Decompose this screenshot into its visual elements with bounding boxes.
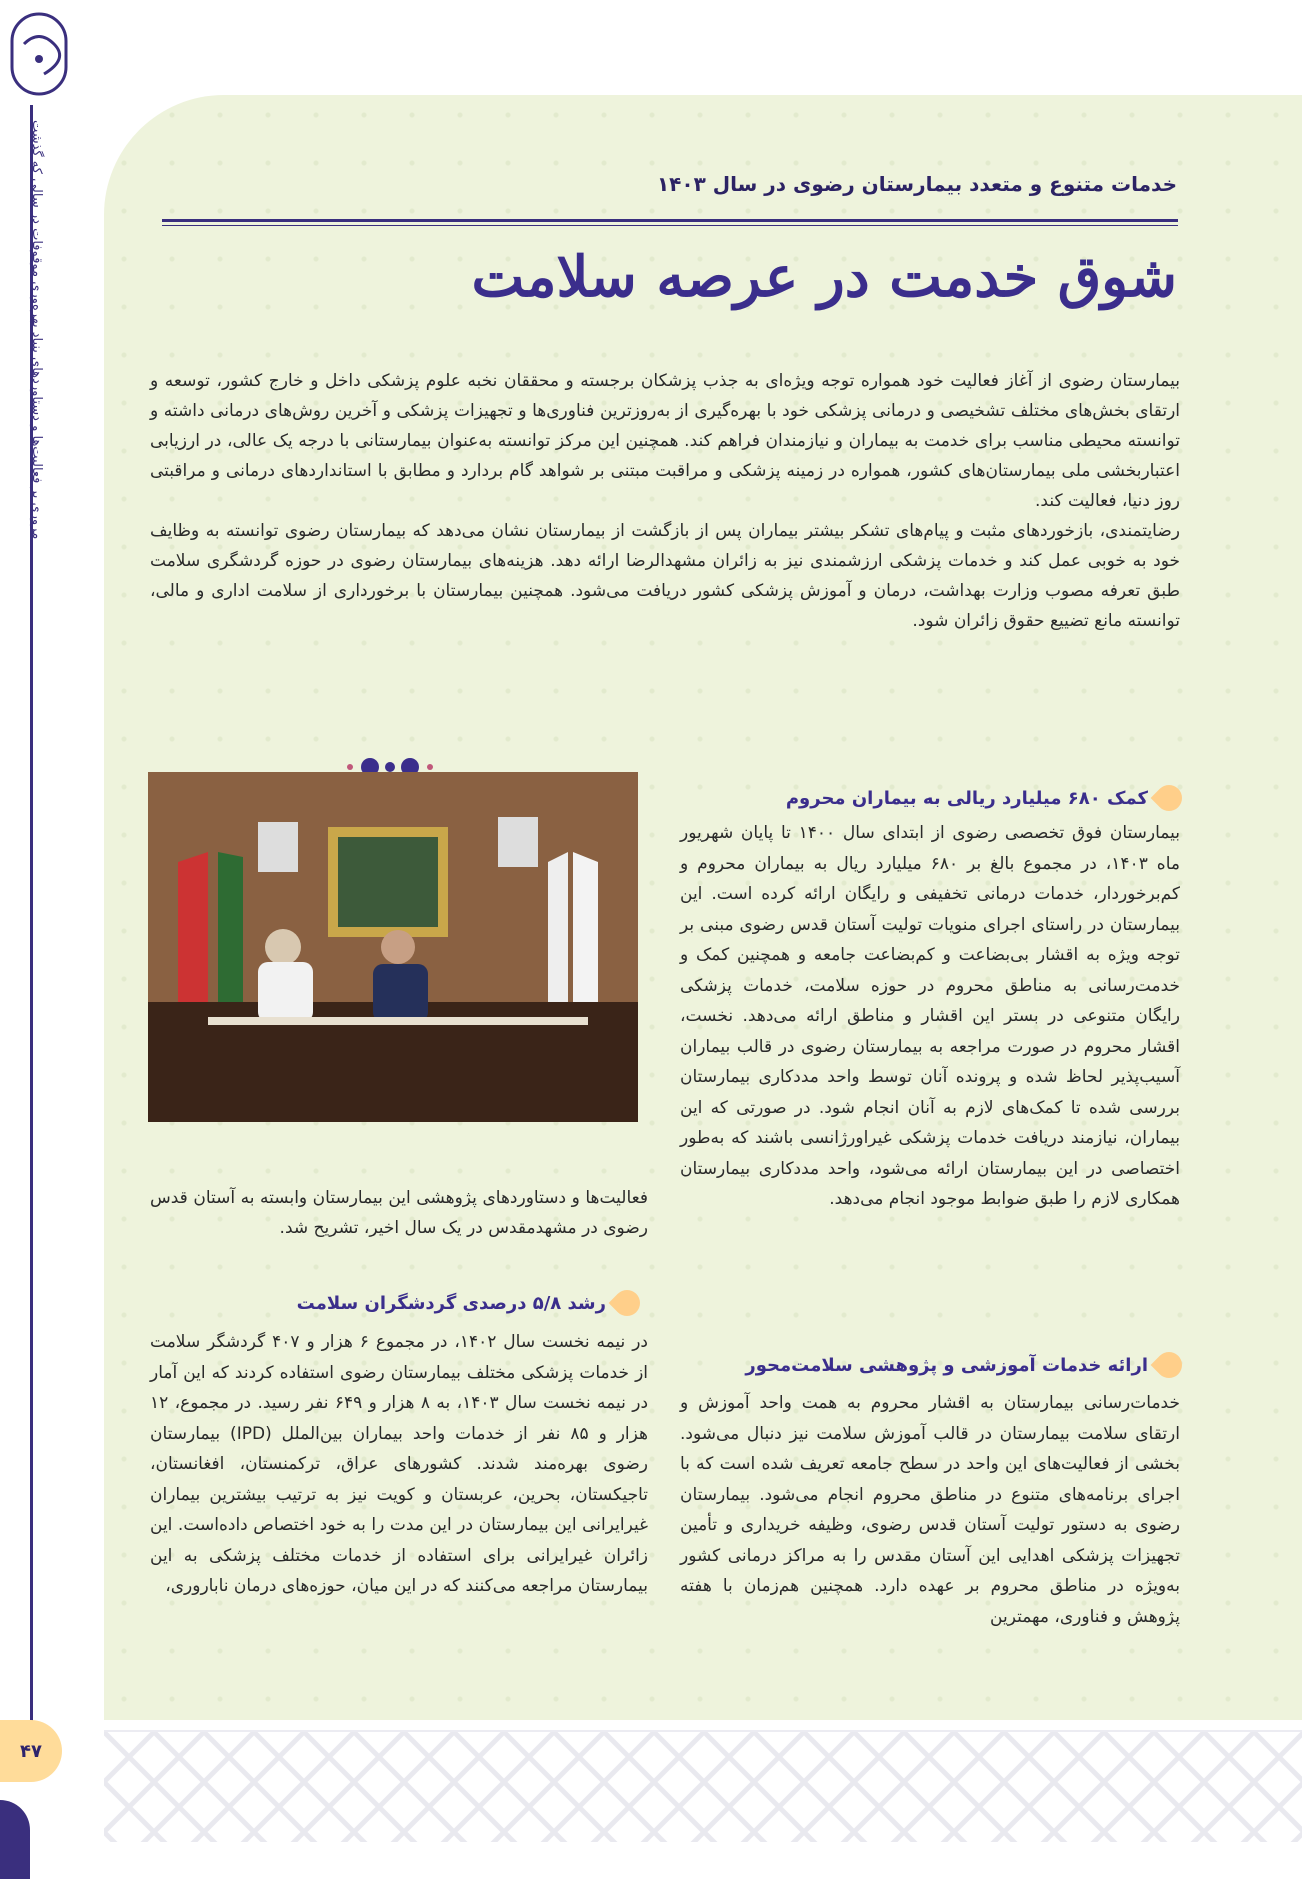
section-title-text: رشد ۵/۸ درصدی گردشگران سلامت [296, 1292, 606, 1314]
intro-paragraph: رضایتمندی، بازخوردهای مثبت و پیام‌های تشکر بیشتر بیماران پس از بازگشت از بیمارستان نشان می‌دهد که بیمارستان رضوی توانسته به وظایف خود به خوبی عمل کند و خدمات پزشکی ارزشمندی نیز به زائران مشهدالرضا ارائه دهد. هزینه‌های بیمارستان رضوی در حوزه گردشگری سلامت طبق تعرفه مصوب وزارت بهداشت، درمان و آموزش پزشکی کشور دریافت می‌شود. همچنین بیمارستان با برخورداری از سلامت اداری و مالی، توانسته مانع تضییع حقوق زائران شود. [150, 521, 1180, 631]
section-title-text: ارائه خدمات آموزشی و پژوهشی سلامت‌محور [745, 1354, 1148, 1376]
title-rule-thin [162, 225, 1178, 226]
section-title-aid [682, 785, 1182, 811]
bullet-icon [1151, 1347, 1188, 1384]
article-kicker: خدمات متنوع و متعدد بیمارستان رضوی در سال ۱۴۰۳ [656, 172, 1177, 196]
photo-illustration [148, 772, 638, 1122]
magazine-logo-icon [4, 4, 74, 114]
bullet-icon [1151, 780, 1188, 817]
section-paragraph: در نیمه نخست سال ۱۴۰۲، در مجموع ۶ هزار و ۴۰۷ گردشگر سلامت از خدمات پزشکی مختلف بیمارستان رضوی استفاده کردند که این آمار در نیمه نخست سال ۱۴۰۳، به ۸ هزار و ۶۴۹ نفر رسید. در مجموع، ۱۲ هزار و ۸۵ نفر از خدمات واحد بیماران بین‌الملل (IPD) بیمارستان رضوی بهره‌مند شدند. کشورهای عراق، ترکمنستان، افغانستان، تاجیکستان، بحرین، عربستان و کویت نیز به ترتیب بیشترین بیماران غیرایرانی این بیمارستان در این مدت را به خود اختصاص داده‌است. این زائران غیرایرانی برای استفاده از خدمات مختلف پزشکی به این بیمارستان مراجعه می‌کنند که در این میان، حوزه‌های درمان ناباروری، [150, 1332, 649, 1596]
intro-text [150, 366, 1180, 636]
section-body-growth [150, 1327, 648, 1697]
signing-photo [148, 772, 638, 1122]
section-paragraph: بیمارستان فوق تخصصی رضوی از ابتدای سال ۱۴۰۰ تا پایان شهریور ماه ۱۴۰۳، در مجموع بالغ بر ۶۸۰ میلیارد ریال به بیماران محروم و کم‌برخوردار، خدمات درمانی تخفیفی و رایگان ارائه کرده است. این بیمارستان در راستای اجرای منویات تولیت آستان قدس رضوی مبنی بر توجه ویژه به اقشار بی‌بضاعت و کم‌بضاعت جامعه و همچنین کمک و خدمت‌رسانی به مناطق محروم در حوزه سلامت، خدمات پزشکی رایگان متنوعی در بستر این اقشار و مناطق ارائه می‌دهد. نخست، اقشار محروم در صورت مراجعه به بیمارستان رضوی در قالب بیماران آسیب‌پذیر لحاظ شده و پرونده آنان توسط واحد مددکاری بیمارستان بررسی شده تا کمک‌های لازم به آنان انجام شود. در صورتی که این بیماران، نیازمند دریافت خدمات پزشکی غیراورژانسی باشند که به‌طور اختصاصی در این بیمارستان ارائه می‌شود، واحد مددکاری بیمارستان همکاری لازم را طبق ضوابط موجود انجام می‌دهد. [680, 823, 1180, 1209]
section-body-education [680, 1388, 1180, 1688]
section-title-growth [150, 1290, 640, 1316]
intro-paragraph: بیمارستان رضوی از آغاز فعالیت خود همواره توجه ویژه‌ای به جذب پزشکان برجسته و محققان نخبه علوم پزشکی داخل و خارج کشور، توسعه و ارتقای بخش‌های مختلف تشخیصی و درمانی پزشکی خود با بهره‌گیری از به‌روزترین فناوری‌ها و تجهیزات پزشکی و آخرین روش‌های درمانی داشته و توانسته محیطی مناسب برای خدمت به بیماران و نیازمندان فراهم کند. همچنین این مرکز توانسته به‌عنوان بیمارستانی با درجه یک عالی، در ارزیابی اعتباربخشی ملی بیمارستان‌های کشور، همواره در زمینه پزشکی و مراقبت مبتنی بر شواهد گام بردارد و مطابق با استانداردهای درمانی و مراقبتی روز دنیا، فعالیت کند. [150, 371, 1180, 511]
footer-pattern [104, 1730, 1302, 1842]
bullet-icon [609, 1285, 646, 1322]
side-running-title: مروری بر فعالیت‌ها و دستاوردهای بنیاد بهره‌وری موقوفات در سالی که گذشت [29, 120, 44, 540]
title-rule [162, 219, 1178, 222]
page-number: ۴۷ [0, 1720, 62, 1782]
section-body-aid [680, 818, 1180, 1320]
section-title-text: کمک ۶۸۰ میلیارد ریالی به بیماران محروم [785, 787, 1148, 809]
section-title-education [682, 1352, 1182, 1378]
article-headline: شوق خدمت در عرصه سلامت [471, 244, 1177, 310]
section-paragraph: خدمات‌رسانی بیمارستان به اقشار محروم به همت واحد آموزش و ارتقای سلامت بیمارستان در قالب آموزش سلامت نیز دنبال می‌شود. بخشی از فعالیت‌های این واحد در سطح جامعه تعریف شده است که با اجرای برنامه‌های متنوع در مناطق محروم انجام می‌شود. بیمارستان رضوی به دستور تولیت آستان قدس رضوی، وظیفه خریداری و تأمین تجهیزات پزشکی اهدایی این آستان مقدس را به مراکز درمانی کشور به‌ویژه در مناطق محروم بر عهده دارد. همچنین هم‌زمان با هفته پژوهش و فناوری، مهمترین [680, 1393, 1180, 1627]
photo-caption: فعالیت‌ها و دستاوردهای پژوهشی این بیمارستان وابسته به آستان قدس رضوی در مشهدمقدس در یک سال اخیر، تشریح شد. [150, 1188, 648, 1238]
